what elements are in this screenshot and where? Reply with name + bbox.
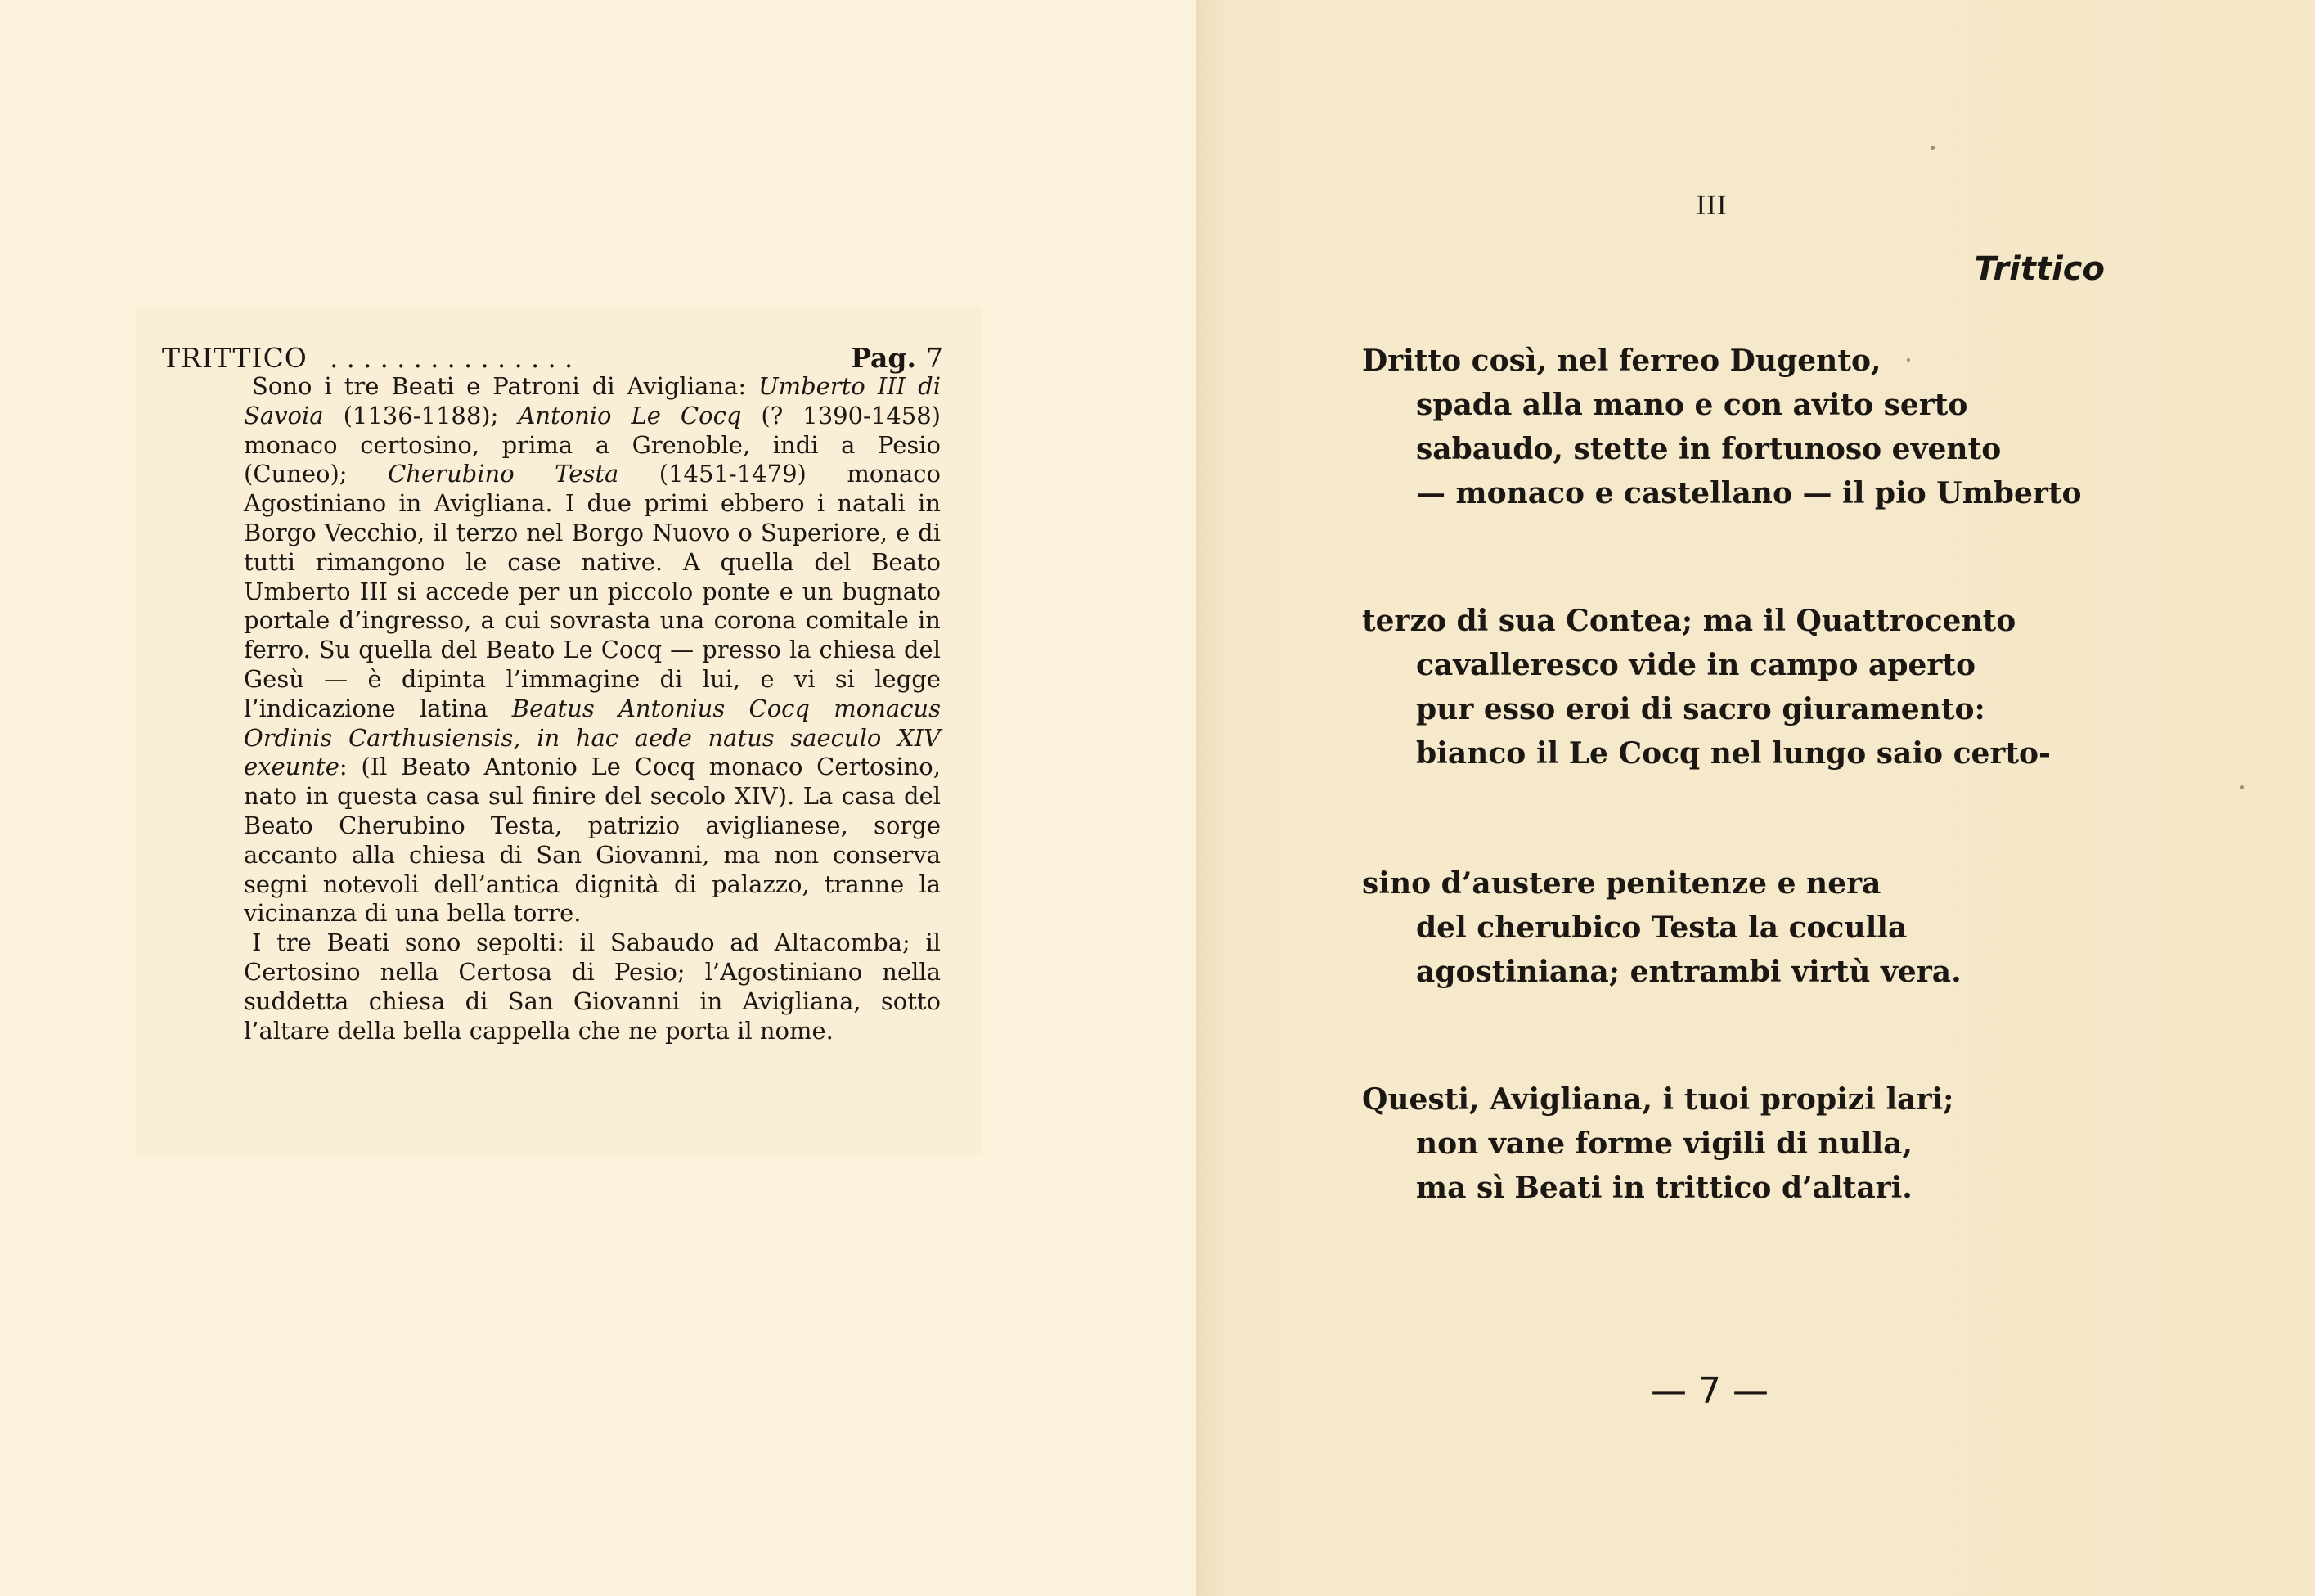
- poem-line: ma sì Beati in trittico d’altari.: [1416, 1171, 1913, 1205]
- note-name-le-cocq: Antonio Le Cocq: [518, 401, 742, 429]
- note-text: : (Il Beato Antonio Le Cocq monaco Certosino, nato in questa casa sul finire del secolo XIV). La casa del Beato Cherubino Testa, patrizio aviglianese, sorge accanto alla chiesa di San Giovanni, ma non conserva segni notevoli dell’antica dignità di palazzo, tranne la vicinanza di una bella torre.: [244, 753, 941, 928]
- poem-stanza-2: [1362, 599, 2115, 776]
- poem-stanza-1: [1362, 339, 2115, 515]
- paper-speck: [1931, 146, 1935, 150]
- note-leader-dots: ...............: [330, 342, 582, 374]
- note-text: (1451-1479) monaco Agostiniano in Avigliana. I due primi ebbero i natali in Borgo Vecchio, il terzo nel Borgo Nuovo o Superiore, e di tutti rimangono le case native. A quella del Beato Umberto III si accede per un piccolo ponte e un bugnato portale d’ingresso, a cui sovrasta una corona comitale in ferro. Su quella del Beato Le Cocq — presso la chiesa del Gesù — è dipinta l’immagine di lui, e vi si legge l’indicazione latina: [244, 460, 941, 722]
- poem-line: terzo di sua Contea; ma il Quattrocento: [1362, 604, 2016, 638]
- poem-line: — monaco e castellano — il pio Umberto: [1416, 476, 2082, 510]
- page-folio: — 7 —: [1651, 1370, 1769, 1412]
- poem-line: pur esso eroi di sacro giuramento:: [1416, 692, 1985, 726]
- poem-line: del cherubico Testa la coculla: [1416, 910, 1908, 945]
- poem-line: Questi, Avigliana, i tuoi propizi lari;: [1362, 1082, 1954, 1117]
- poem-stanza-3: [1362, 861, 2115, 994]
- note-text: (1136-1188);: [323, 401, 519, 429]
- note-text: (? 1390-1458) monaco certosino, prima a Grenoble, indi a Pesio (Cuneo);: [244, 401, 941, 488]
- section-number: III: [1696, 190, 1727, 221]
- note-title: TRITTICO: [162, 342, 308, 374]
- poem-stanza-4: [1362, 1077, 2115, 1210]
- poem-line: spada alla mano e con avito serto: [1416, 388, 1968, 422]
- note-page-reference: [851, 342, 943, 374]
- note-paragraph-1: [244, 372, 941, 928]
- paper-speck: [2240, 785, 2244, 789]
- note-body: [244, 372, 941, 1045]
- note-text: Sono i tre Beati e Patroni di Avigliana:: [252, 372, 759, 400]
- note-latin-inscription: Beatus Antonius Cocq monacus Ordinis Carthusiensis, in hac aede natus saeculo XIV exeunte: [244, 694, 941, 781]
- note-name-testa: Cherubino Testa: [388, 460, 619, 488]
- poem-line: Dritto così, nel ferreo Dugento,: [1362, 344, 1881, 378]
- note-paragraph-2: I tre Beati sono sepolti: il Sabaudo ad Altacomba; il Certosino nella Certosa di Pesio; l’Agostiniano nella suddetta chiesa di San Giovanni in Avigliana, sotto l’altare della bella cappella che ne porta il nome.: [244, 928, 941, 1045]
- note-page-label: Pag.: [851, 342, 916, 374]
- poem-line: sino d’austere penitenze e nera: [1362, 866, 1881, 901]
- poem-title: Trittico: [1974, 250, 2105, 288]
- poem-line: bianco il Le Cocq nel lungo saio certo-: [1416, 736, 2051, 771]
- poem-line: agostiniana; entrambi virtù vera.: [1416, 955, 1962, 989]
- poem-line: non vane forme vigili di nulla,: [1416, 1126, 1913, 1161]
- note-name-umberto: Umberto III di Savoia: [244, 372, 941, 429]
- note-page-number: 7: [926, 342, 943, 374]
- poem-line: sabaudo, stette in fortunoso evento: [1416, 432, 2002, 466]
- right-page: [1196, 0, 2315, 1596]
- poem-line: cavalleresco vide in campo aperto: [1416, 648, 1976, 682]
